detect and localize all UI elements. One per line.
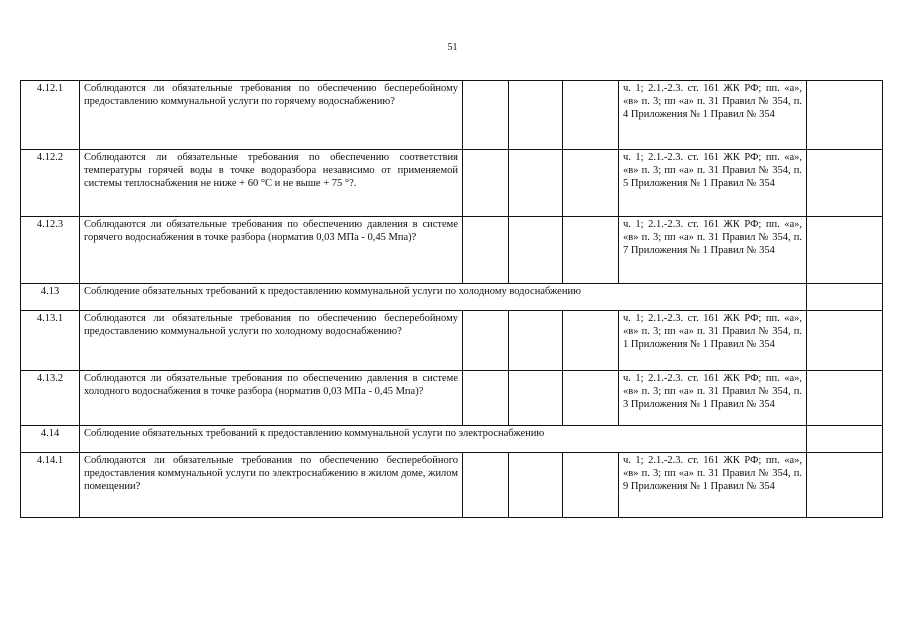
answer-no-cell [509,150,563,217]
question-text: Соблюдаются ли обязательные требования по обеспечению бесперебойному предоставлению коммунальной услуги по холодному водоснабжению? [80,311,463,371]
section-title: Соблюдение обязательных требований к предоставлению коммунальной услуги по холодному водоснабжению [80,284,807,311]
question-text: Соблюдаются ли обязательные требования по обеспечению соответствия температуры горячей воды в точке водоразбора независимо от применяемой системы теплоснабжения не ниже + 60 °С и не выше + 75 °?. [80,150,463,217]
question-text: Соблюдаются ли обязательные требования по обеспечению бесперебойного предоставления коммунальной услуги по электроснабжению в жилом доме, жилом помещении? [80,453,463,518]
answer-yes-cell [463,311,509,371]
answer-no-cell [509,311,563,371]
table-row [21,311,883,371]
question-text: Соблюдаются ли обязательные требования по обеспечению давления в системе горячего водоснабжения в точке разбора (норматив 0,03 МПа - 0,45 Мпа)? [80,217,463,284]
notes-cell [807,284,883,311]
legal-reference: ч. 1; 2.1.-2.3. ст. 161 ЖК РФ; пп. «а», «в» п. 3; пп «а» п. 31 Правил № 354, п. 7 Приложения № 1 Правил № 354 [619,217,807,284]
answer-na-cell [563,311,619,371]
answer-no-cell [509,81,563,150]
question-text: Соблюдаются ли обязательные требования по обеспечению бесперебойному предоставлению коммунальной услуги по горячему водоснабжению? [80,81,463,150]
answer-yes-cell [463,453,509,518]
section-row [21,284,883,311]
question-text: Соблюдаются ли обязательные требования по обеспечению давления в системе холодного водоснабжения в точке разбора (норматив 0,03 МПа - 0,45 Мпа)? [80,371,463,426]
table-row [21,81,883,150]
section-number: 4.14 [21,426,80,453]
answer-na-cell [563,150,619,217]
section-number: 4.13 [21,284,80,311]
answer-na-cell [563,453,619,518]
legal-reference: ч. 1; 2.1.-2.3. ст. 161 ЖК РФ; пп. «а», «в» п. 3; пп «а» п. 31 Правил № 354, п. 4 Приложения № 1 Правил № 354 [619,81,807,150]
answer-no-cell [509,453,563,518]
notes-cell [807,453,883,518]
notes-cell [807,150,883,217]
notes-cell [807,81,883,150]
answer-yes-cell [463,217,509,284]
table-row [21,371,883,426]
answer-no-cell [509,371,563,426]
answer-yes-cell [463,371,509,426]
answer-yes-cell [463,150,509,217]
item-number: 4.13.1 [21,311,80,371]
answer-na-cell [563,371,619,426]
item-number: 4.14.1 [21,453,80,518]
table-row [21,150,883,217]
notes-cell [807,217,883,284]
table-row [21,217,883,284]
section-row [21,426,883,453]
item-number: 4.12.1 [21,81,80,150]
notes-cell [807,426,883,453]
notes-cell [807,371,883,426]
item-number: 4.12.2 [21,150,80,217]
answer-na-cell [563,217,619,284]
inspection-checklist-table [20,80,883,518]
legal-reference: ч. 1; 2.1.-2.3. ст. 161 ЖК РФ; пп. «а», «в» п. 3; пп «а» п. 31 Правил № 354, п. 1 Приложения № 1 Правил № 354 [619,311,807,371]
item-number: 4.13.2 [21,371,80,426]
section-title: Соблюдение обязательных требований к предоставлению коммунальной услуги по электроснабжению [80,426,807,453]
notes-cell [807,311,883,371]
legal-reference: ч. 1; 2.1.-2.3. ст. 161 ЖК РФ; пп. «а», «в» п. 3; пп «а» п. 31 Правил № 354, п. 5 Приложения № 1 Правил № 354 [619,150,807,217]
item-number: 4.12.3 [21,217,80,284]
legal-reference: ч. 1; 2.1.-2.3. ст. 161 ЖК РФ; пп. «а», «в» п. 3; пп «а» п. 31 Правил № 354, п. 3 Приложения № 1 Правил № 354 [619,371,807,426]
table-row [21,453,883,518]
legal-reference: ч. 1; 2.1.-2.3. ст. 161 ЖК РФ; пп. «а», «в» п. 3; пп «а» п. 31 Правил № 354, п. 9 Приложения № 1 Правил № 354 [619,453,807,518]
answer-na-cell [563,81,619,150]
page-number: 51 [447,42,458,53]
answer-yes-cell [463,81,509,150]
answer-no-cell [509,217,563,284]
